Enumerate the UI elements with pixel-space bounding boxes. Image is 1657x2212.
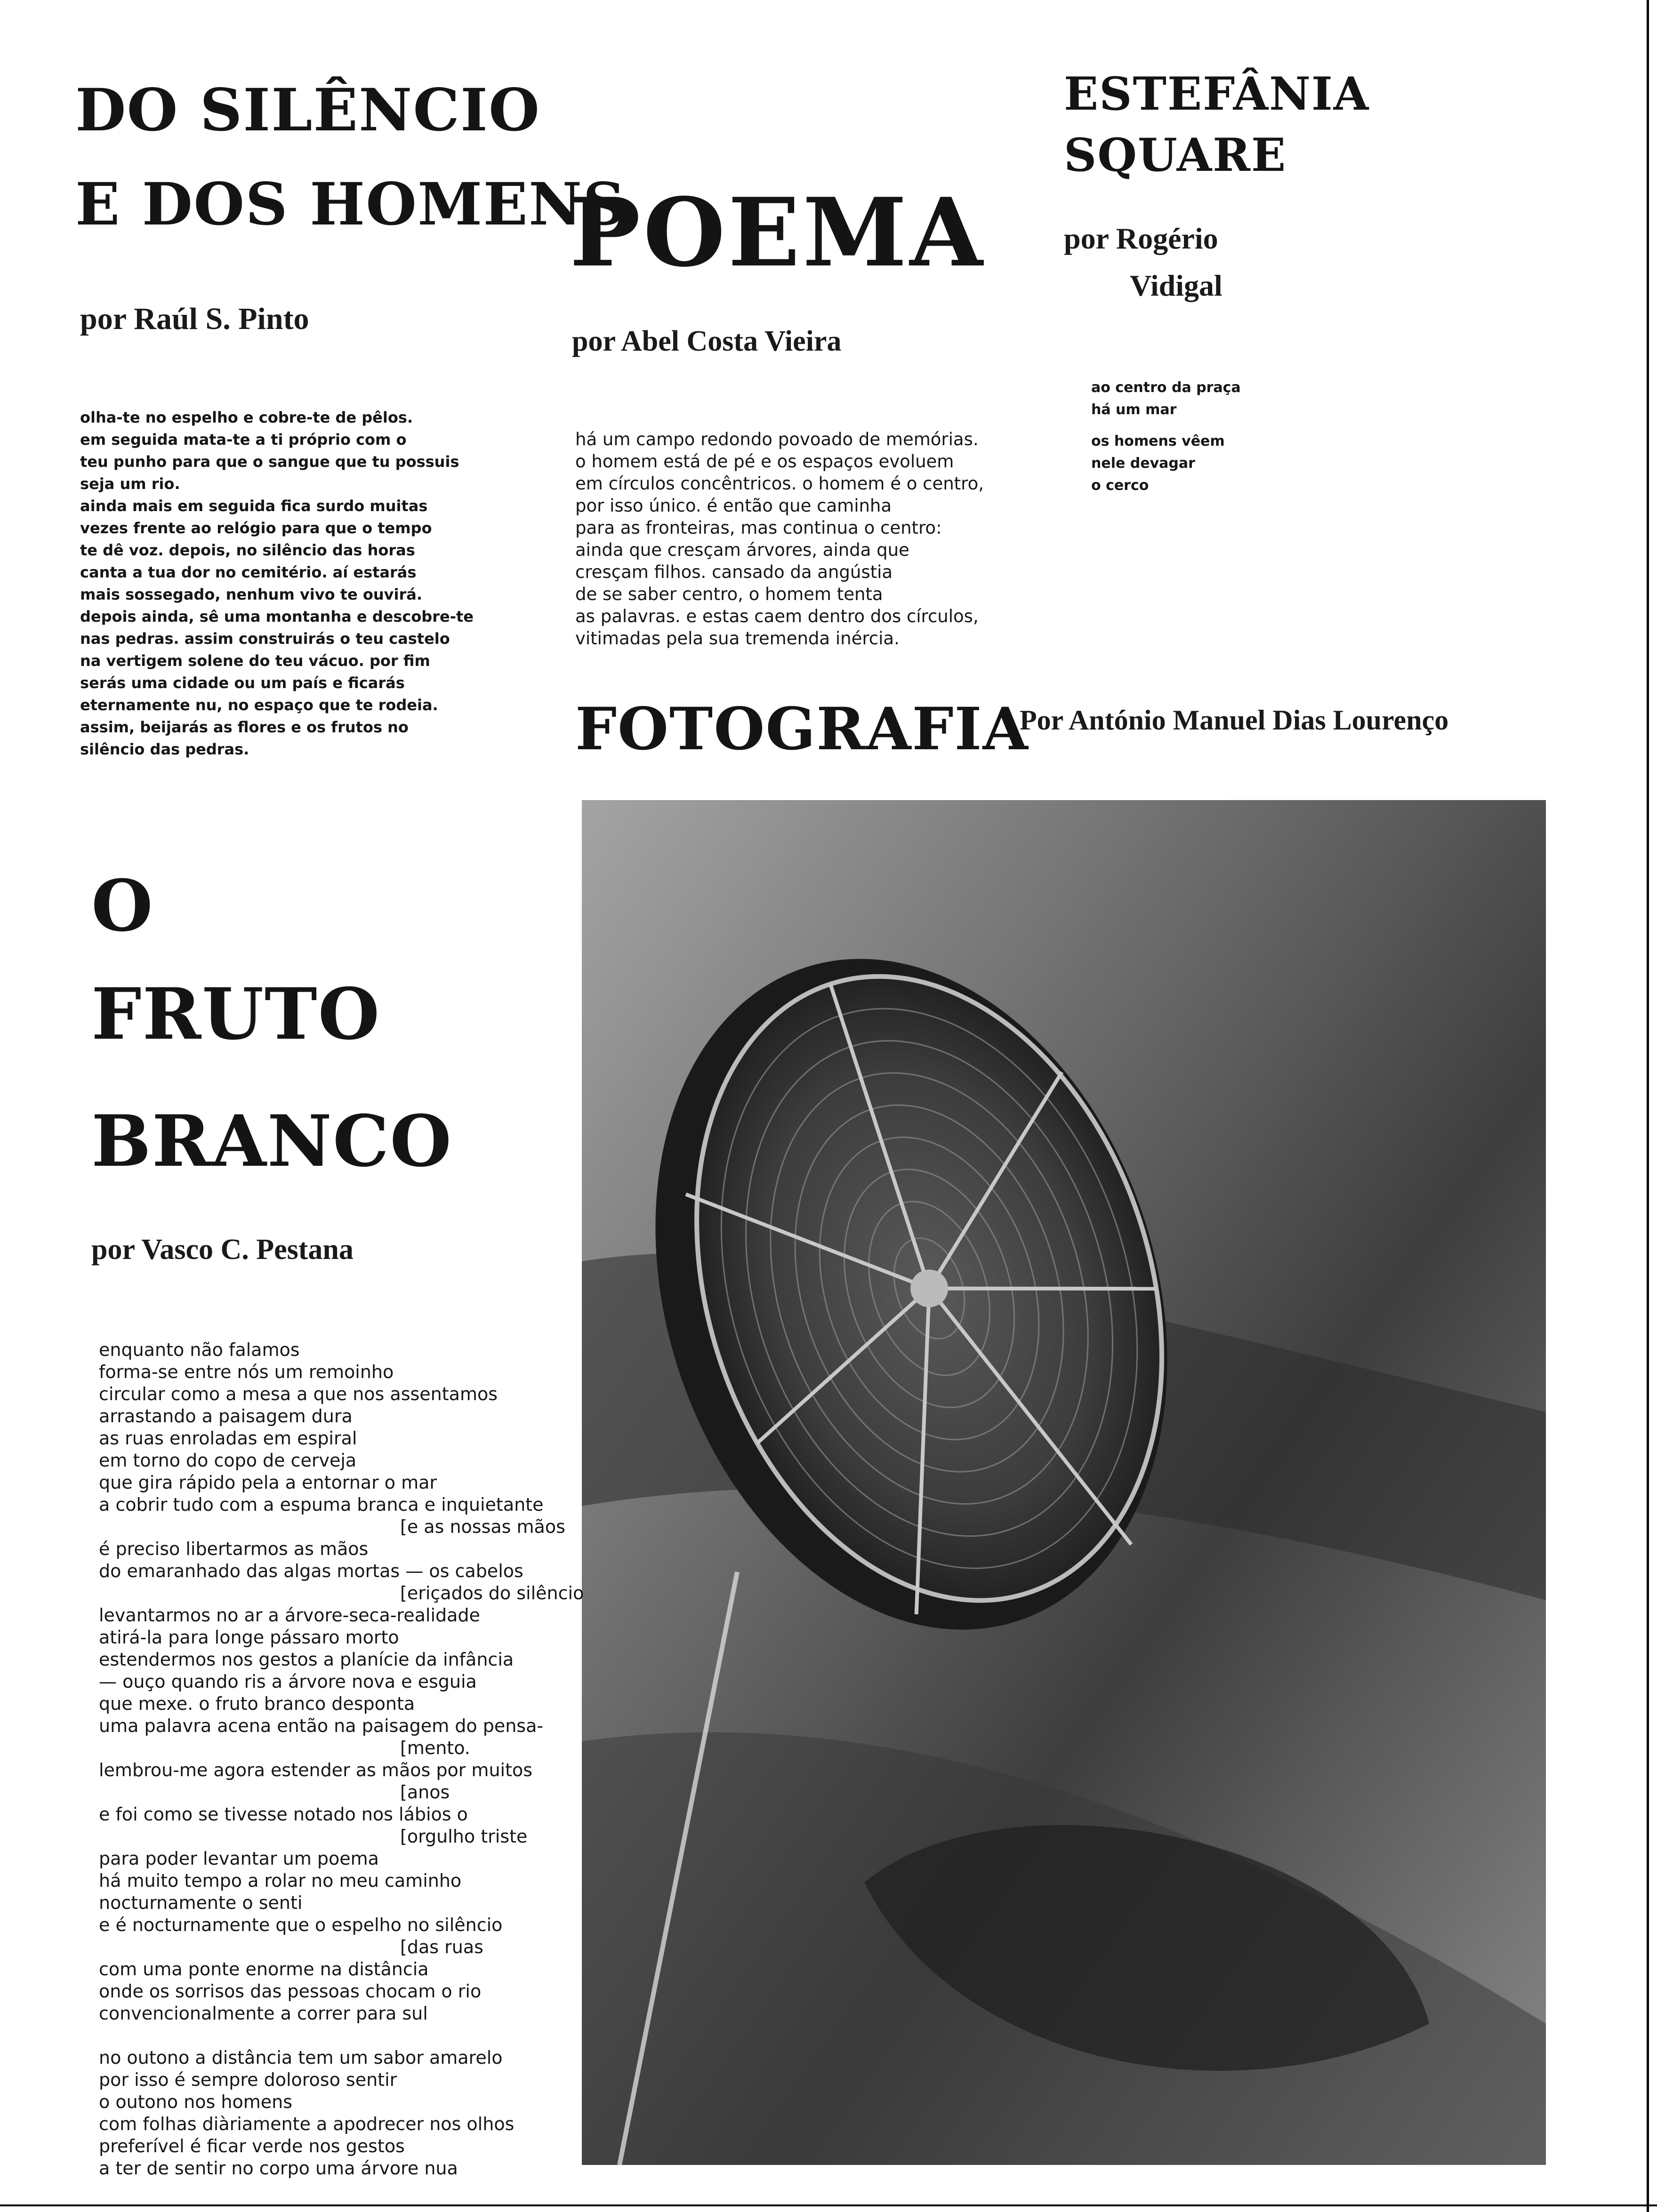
article-title-line: SQUARE bbox=[1064, 128, 1287, 182]
article-title-line: BRANCO bbox=[91, 1100, 452, 1183]
article-title: FOTOGRAFIA bbox=[575, 695, 1029, 763]
text-line: do emaranhado das algas mortas — os cabelos bbox=[99, 1561, 523, 1581]
text-line: por isso é sempre doloroso sentir bbox=[99, 2069, 397, 2090]
text-line: [e as nossas mãos bbox=[400, 1516, 565, 1537]
text-line: nele devagar bbox=[1091, 455, 1195, 472]
text-line: cresçam filhos. cansado da angústia bbox=[575, 562, 893, 582]
text-line: a ter de sentir no corpo uma árvore nua bbox=[99, 2158, 458, 2179]
text-line: [das ruas bbox=[400, 1937, 483, 1957]
text-line: em círculos concêntricos. o homem é o centro, bbox=[575, 473, 984, 494]
text-line: no outono a distância tem um sabor amarelo bbox=[99, 2047, 503, 2068]
stanza bbox=[1091, 430, 1241, 497]
article-byline-line: por Rogério bbox=[1064, 222, 1218, 255]
text-line: em torno do copo de cerveja bbox=[99, 1450, 357, 1471]
text-line: vezes frente ao relógio para que o tempo bbox=[80, 519, 432, 537]
text-line: [orgulho triste bbox=[400, 1826, 528, 1847]
text-line: nocturnamente o senti bbox=[99, 1892, 303, 1913]
text-line: há um campo redondo povoado de memórias. bbox=[575, 429, 979, 449]
article-title-line: O bbox=[91, 865, 154, 947]
text-line: [mento. bbox=[400, 1738, 470, 1758]
text-line: lembrou-me agora estender as mãos por muitos bbox=[99, 1760, 533, 1780]
right-border-line bbox=[1647, 0, 1649, 2212]
text-line: vitimadas pela sua tremenda inércia. bbox=[575, 628, 900, 649]
text-line: de se saber centro, o homem tenta bbox=[575, 584, 883, 604]
article-byline: Por António Manuel Dias Lourenço bbox=[1020, 705, 1449, 736]
article-title-line: FRUTO bbox=[91, 973, 381, 1056]
text-line: que mexe. o fruto branco desponta bbox=[99, 1693, 415, 1714]
text-line: [eriçados do silêncio bbox=[400, 1583, 584, 1603]
text-line: ainda mais em seguida fica surdo muitas bbox=[80, 497, 428, 515]
text-line: em seguida mata-te a ti próprio com o bbox=[80, 431, 407, 449]
text-line: seja um rio. bbox=[80, 475, 180, 493]
text-line: para poder levantar um poema bbox=[99, 1848, 379, 1869]
text-line: eternamente nu, no espaço que te rodeia. bbox=[80, 696, 438, 714]
text-line: convencionalmente a correr para sul bbox=[99, 2003, 428, 2024]
text-line: mais sossegado, nenhum vivo te ouvirá. bbox=[80, 585, 422, 603]
text-line: — ouço quando ris a árvore nova e esguia bbox=[99, 1671, 477, 1692]
text-line: olha-te no espelho e cobre-te de pêlos. bbox=[80, 409, 413, 426]
text-line: assim, beijarás as flores e os frutos no bbox=[80, 718, 409, 736]
text-line: nas pedras. assim construirás o teu castelo bbox=[80, 630, 450, 648]
article-title-line: E DOS HOMENS bbox=[75, 170, 626, 239]
text-line: arrastando a paisagem dura bbox=[99, 1406, 353, 1427]
article-byline: por Raúl S. Pinto bbox=[80, 302, 309, 336]
text-line: enquanto não falamos bbox=[99, 1339, 300, 1360]
text-line: os homens vêem bbox=[1091, 433, 1225, 449]
text-line: o outono nos homens bbox=[99, 2092, 293, 2112]
text-line: com uma ponte enorme na distância bbox=[99, 1959, 429, 1980]
text-line: [anos bbox=[400, 1782, 450, 1803]
text-line: circular como a mesa a que nos assentamos bbox=[99, 1384, 498, 1404]
article-byline: por Vasco C. Pestana bbox=[91, 1234, 354, 1266]
text-line: forma-se entre nós um remoinho bbox=[99, 1362, 394, 1382]
text-line: há muito tempo a rolar no meu caminho bbox=[99, 1870, 462, 1891]
article-title-line: DO SILÊNCIO bbox=[75, 76, 541, 144]
text-line: ao centro da praça bbox=[1091, 379, 1241, 396]
text-line: levantarmos no ar a árvore-seca-realidade bbox=[99, 1605, 480, 1626]
text-line: teu punho para que o sangue que tu possuis bbox=[80, 453, 459, 471]
text-line: para as fronteiras, mas continua o centro: bbox=[575, 518, 942, 538]
article-byline-line: Vidigal bbox=[1130, 269, 1223, 302]
text-line: te dê voz. depois, no silêncio das horas bbox=[80, 541, 415, 559]
text-line: na vertigem solene do teu vácuo. por fim bbox=[80, 652, 430, 670]
text-line: a cobrir tudo com a espuma branca e inquietante bbox=[99, 1494, 544, 1515]
text-line: com folhas diàriamente a apodrecer nos olhos bbox=[99, 2114, 515, 2134]
text-line: há um mar bbox=[1091, 401, 1177, 418]
text-line: que gira rápido pela a entornar o mar bbox=[99, 1472, 437, 1493]
text-line bbox=[99, 2025, 584, 2047]
text-line: atirá-la para longe pássaro morto bbox=[99, 1627, 399, 1648]
text-line: silêncio das pedras. bbox=[80, 740, 249, 758]
text-line: uma palavra acena então na paisagem do pensa- bbox=[99, 1715, 544, 1736]
text-line: estendermos nos gestos a planície da infância bbox=[99, 1649, 514, 1670]
text-line: serás uma cidade ou um país e ficarás bbox=[80, 674, 405, 692]
fan-photograph bbox=[582, 800, 1546, 2165]
text-line: o cerco bbox=[1091, 477, 1149, 494]
article-text bbox=[80, 407, 474, 761]
article-text bbox=[99, 1339, 584, 2180]
stanza bbox=[1091, 377, 1241, 421]
bottom-border-line bbox=[0, 2204, 1657, 2206]
article-byline: por Abel Costa Vieira bbox=[572, 325, 842, 357]
text-line: onde os sorrisos das pessoas chocam o rio bbox=[99, 1981, 482, 2002]
text-line: por isso único. é então que caminha bbox=[575, 496, 892, 516]
text-line: depois ainda, sê uma montanha e descobre-te bbox=[80, 608, 474, 625]
text-line: canta a tua dor no cemitério. aí estarás bbox=[80, 563, 417, 581]
text-line: ainda que cresçam árvores, ainda que bbox=[575, 540, 909, 560]
text-line: as ruas enroladas em espiral bbox=[99, 1428, 357, 1449]
text-line: é preciso libertarmos as mãos bbox=[99, 1539, 369, 1559]
article-text bbox=[1091, 377, 1241, 506]
text-line: as palavras. e estas caem dentro dos círculos, bbox=[575, 606, 979, 626]
article-title: POEMA bbox=[570, 177, 986, 288]
article-text bbox=[575, 428, 984, 649]
text-line: o homem está de pé e os espaços evoluem bbox=[575, 451, 954, 472]
text-line: e foi como se tivesse notado nos lábios o bbox=[99, 1804, 468, 1825]
article-title-line: ESTEFÂNIA bbox=[1064, 67, 1370, 120]
text-line: preferível é ficar verde nos gestos bbox=[99, 2136, 405, 2156]
text-line: e é nocturnamente que o espelho no silêncio bbox=[99, 1915, 503, 1935]
